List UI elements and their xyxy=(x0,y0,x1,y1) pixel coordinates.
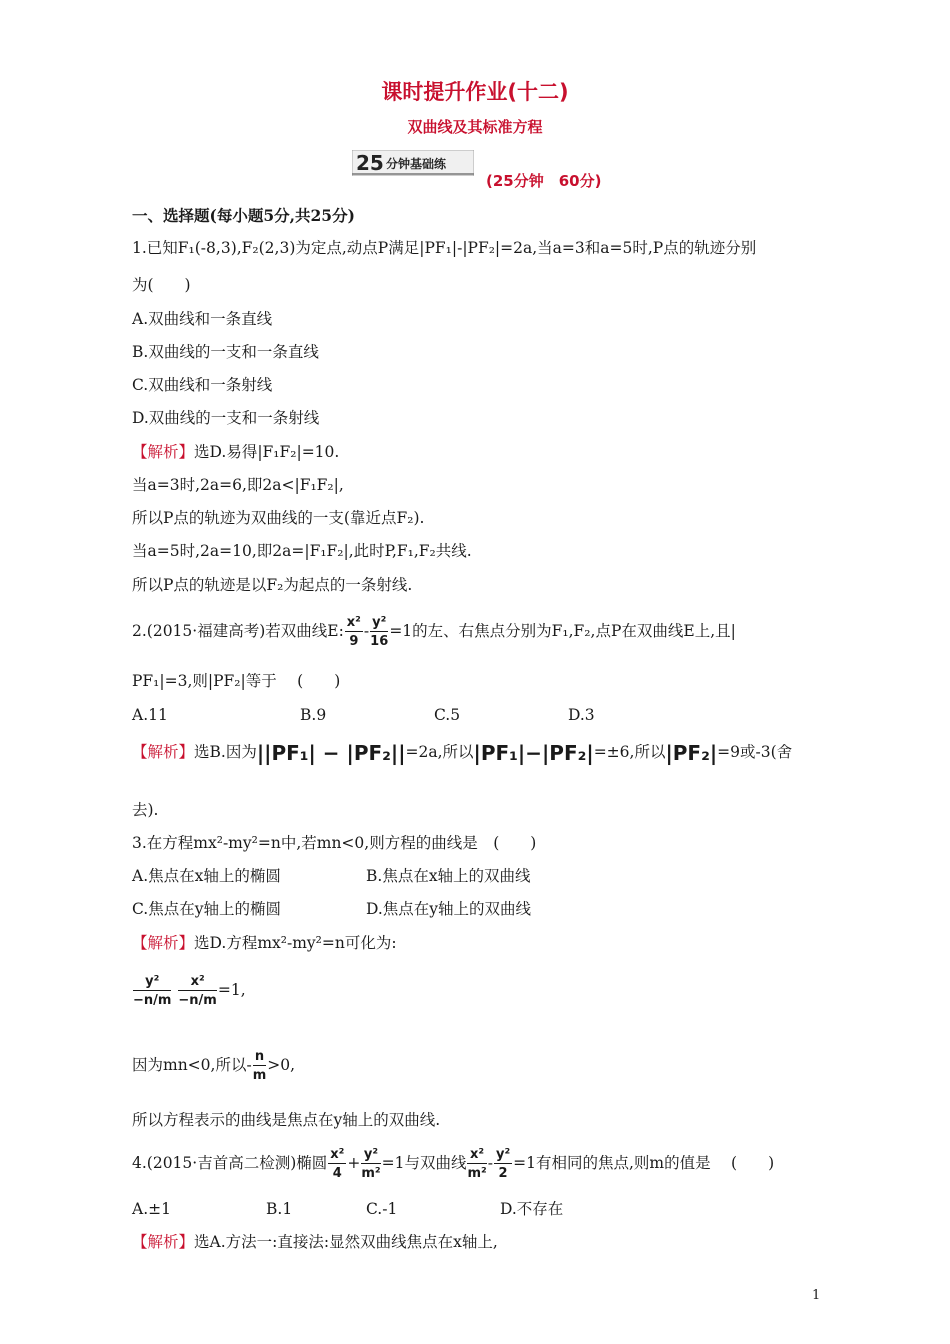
page-title: 课时提升作业(十二) xyxy=(381,80,569,104)
q3-option-d: D.焦点在y轴上的双曲线 xyxy=(366,900,532,918)
q3-options-row2 xyxy=(132,899,531,919)
q4-stem: 4.(2015·吉首高二检测)椭圆 $\frac{\text{x²}}{4}$ + $\frac{\text{y²}}{\text{m²}}$ =1与双曲线 $\frac{\text{x²}}{\text{m²}}$ - $\frac{\text{y²}}{2}$ =1有相同的焦点,则m的值是 ( ) xyxy=(132,1147,775,1181)
q3-solution-equation: $\frac{\text{y²}}{-n/m}$ $\frac{\text{x²}}{-n/m}$ =1, xyxy=(133,974,246,1008)
q1-solution-line3: 所以P点的轨迹为双曲线的一支(靠近点F₂). xyxy=(132,509,425,527)
time-score: (25分钟 60分) xyxy=(486,172,602,190)
q1-option-a: A.双曲线和一条直线 xyxy=(132,310,273,328)
q1-stem-line1: 1.已知F₁(-8,3),F₂(2,3)为定点,动点P满足|PF₁|-|PF₂|=2a,当a=3和a=5时,P点的轨迹分别 xyxy=(132,239,757,257)
badge-number: 25 xyxy=(356,151,384,175)
fraction-x2-4: $\frac{\text{x²}}{4}$ xyxy=(330,1147,345,1181)
fraction-y2-neg-n-over-m: $\frac{\text{y²}}{-n/m}$ xyxy=(133,974,172,1008)
abs-expression-1: ||PF₁| − |PF₂|| xyxy=(256,741,406,765)
fraction-y2-16: $\frac{\text{y²}}{16}$ xyxy=(370,615,389,649)
fraction-x2-neg-n-over-m: $\frac{\text{x²}}{-n/m}$ xyxy=(178,974,217,1008)
q2-solution-line2: 去). xyxy=(132,801,159,819)
q2-option-c: C.5 xyxy=(434,706,461,724)
q4-option-b: B.1 xyxy=(266,1200,293,1218)
q3-options-row1 xyxy=(132,866,531,886)
abs-expression-2: |PF₁|−|PF₂| xyxy=(473,741,594,765)
q2-option-b: B.9 xyxy=(300,706,327,724)
solution-tag: 【解析】 xyxy=(132,743,195,761)
q3-option-b: B.焦点在x轴上的双曲线 xyxy=(366,867,531,885)
q3-option-c: C.焦点在y轴上的椭圆 xyxy=(132,900,281,918)
q3-stem: 3.在方程mx²-my²=n中,若mn<0,则方程的曲线是 ( ) xyxy=(132,834,537,852)
q3-solution-line3: 因为mn<0,所以- $\frac{n}{m}$ >0, xyxy=(132,1049,296,1083)
solution-tag: 【解析】 xyxy=(132,443,195,461)
abs-expression-3: |PF₂| xyxy=(665,741,718,765)
section-heading: 一、选择题(每小题5分,共25分) xyxy=(132,206,355,225)
q1-solution-line1: 【解析】选D.易得|F₁F₂|=10. xyxy=(132,443,340,461)
q2-stem-line2: PF₁|=3,则|PF₂|等于 ( ) xyxy=(132,672,341,690)
q2-option-a: A.11 xyxy=(132,706,168,724)
q4-option-c: C.-1 xyxy=(366,1200,398,1218)
badge-label: 分钟基础练 xyxy=(386,157,447,171)
q1-option-d: D.双曲线的一支和一条射线 xyxy=(132,409,320,427)
q4-option-a: A.±1 xyxy=(132,1200,171,1218)
q1-solution-line5: 所以P点的轨迹是以F₂为起点的一条射线. xyxy=(132,576,413,594)
q1-option-b: B.双曲线的一支和一条直线 xyxy=(132,343,319,361)
q2-option-d: D.3 xyxy=(568,706,595,724)
q3-option-a: A.焦点在x轴上的椭圆 xyxy=(132,867,281,885)
q1-option-c: C.双曲线和一条射线 xyxy=(132,376,273,394)
q4-options xyxy=(132,1199,563,1219)
fraction-y2-m2: $\frac{\text{y²}}{\text{m²}}$ xyxy=(361,1147,381,1181)
page-number: 1 xyxy=(812,1288,821,1303)
solution-tag: 【解析】 xyxy=(132,1233,195,1251)
q3-solution-line1: 【解析】选D.方程mx²-my²=n可化为: xyxy=(132,934,397,952)
q4-solution-line1: 【解析】选A.方法一:直接法:显然双曲线焦点在x轴上, xyxy=(132,1233,498,1251)
q1-solution-line2: 当a=3时,2a=6,即2a<|F₁F₂|, xyxy=(132,476,344,494)
fraction-n-over-m: $\frac{n}{m}$ xyxy=(252,1049,267,1083)
page-subtitle: 双曲线及其标准方程 xyxy=(407,118,543,136)
badge-25-min xyxy=(352,150,474,176)
q3-solution-line4: 所以方程表示的曲线是焦点在y轴上的双曲线. xyxy=(132,1111,441,1129)
q2-solution-line1: 【解析】选B.因为||PF₁| − |PF₂||=2a,所以|PF₁|−|PF₂|=±6,所以|PF₂|=9或-3(舍 xyxy=(132,741,793,765)
fraction-x2-9: $\frac{\text{x²}}{9}$ xyxy=(346,615,361,649)
fraction-y2-2: $\frac{\text{y²}}{2}$ xyxy=(495,1147,511,1181)
q1-stem-line2: 为( ) xyxy=(132,276,191,294)
fraction-x2-m2: $\frac{\text{x²}}{\text{m²}}$ xyxy=(467,1147,487,1181)
q1-solution-line4: 当a=5时,2a=10,即2a=|F₁F₂|,此时P,F₁,F₂共线. xyxy=(132,542,472,560)
q2-stem-line1: 2.(2015·福建高考)若双曲线E: $\frac{\text{x²}}{9}$ - $\frac{\text{y²}}{16}$ =1的左、右焦点分别为F₁,F₂,点P在双曲线E上,且| xyxy=(132,615,736,649)
q4-option-d: D.不存在 xyxy=(500,1200,564,1218)
solution-tag: 【解析】 xyxy=(132,934,195,952)
q2-options xyxy=(132,705,595,725)
